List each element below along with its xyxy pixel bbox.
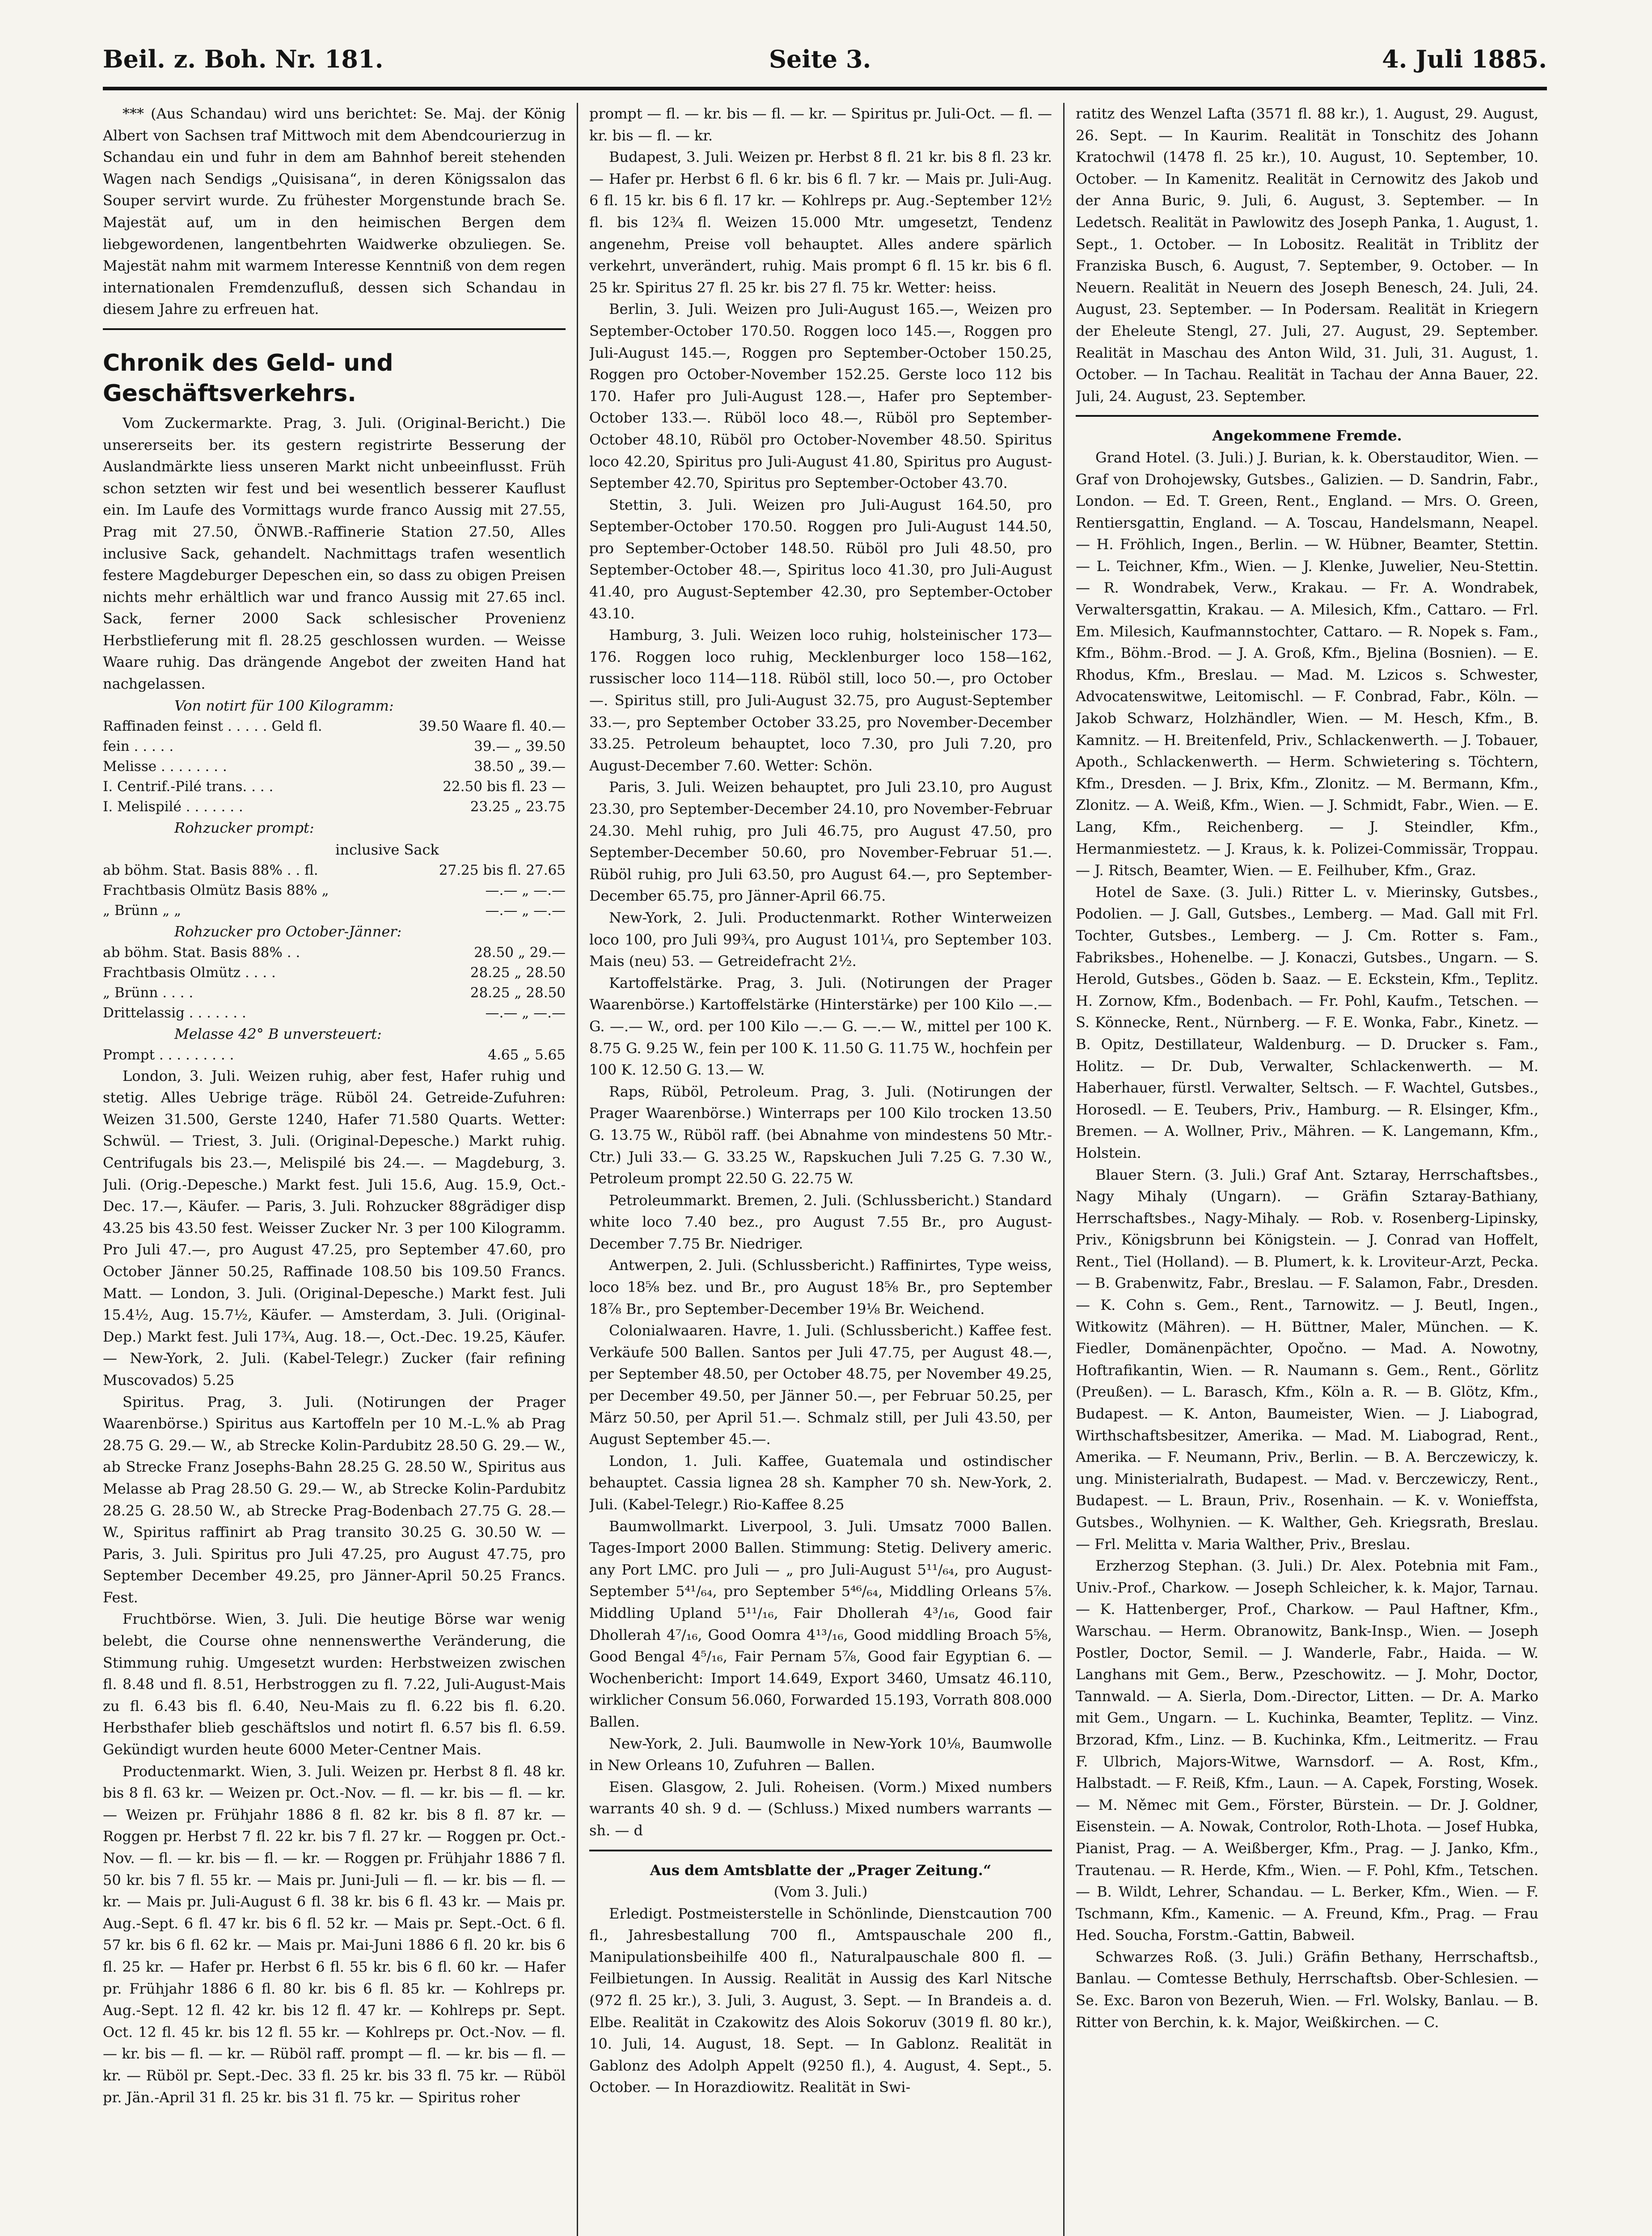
hotel-arrivals-blauer-stern: Blauer Stern. (3. Juli.) Graf Ant. Sztaray, Herrschaftsbes., Nagy Mihaly (Ungarn). — Gräfin Sztaray-Bathiany, Herrschaftsbes., Nagy-Mihaly. — Rob. v. Rosenberg-Lipinsky, Priv., Königsbrunn bei Königstein. — J. Conrad van Hoffelt, Rent., Tiel (Holland). — B. Plumert, k. k. Lroviteur-Arzt, Pecka. — B. Grabenwitz, Fabr., Breslau. — F. Salamon, Fabr., Dresden. — K. Cohn s. Gem., Rent., Tarnowitz. — J. Beutl, Ingen., Witkowitz (Mähren). — H. Büttner, Maler, München. — K. Fiedler, Domänenpächter, Opočno. — Mad. A. Nowotny, Hoftrafikantin, Wien. — R. Naumann s. Gem., Rent., Görlitz (Preußen). — L. Barasch, Kfm., Köln a. R. — B. Glötz, Kfm., Budapest. — K. Anton, Baumeister, Wien. — J. Liabograd, Wirthschaftsbesitzer, Amerika. — Mad. M. Liabograd, Rent., Amerika. — F. Neumann, Priv., Berlin. — B. A. Berczewiczy, k. ung. Ministerialrath, Budapest. — Mad. v. Berczewiczy, Rent., Budapest. — L. Braun, Priv., Rosenhain. — K. v. Wonieffsta, Gutsbes., Wolhynien. — K. Walther, Geh. Kriegsrath, Breslau. — Frl. Melitta v. Maria Walther, Priv., Breslau. [1076,1166,1538,1553]
table-row: „ Brünn „ „ —.— „ —.— [103,902,566,919]
column-3 [1076,103,1538,2236]
price-subheading: Rohzucker pro October-Jänner: [174,923,402,940]
cotton-report: Baumwollmarkt. Liverpool, 3. Juli. Umsatz 7000 Ballen. Tages-Import 2000 Ballen. Stimmung: Stetig. Delivery americ. any Port LMC. pro Juli — „ pro Juli-August 5¹¹/₆₄, pro August-September 5⁴¹/₆₄, pro September 5⁴⁶/₆₄, Middling Orleans 5⅞. Middling Upland 5¹¹/₁₆, Fair Dhollerah 4³/₁₆, Good fair Dhollerah 4⁷/₁₆, Good Oomra 4¹³/₁₆, Good middling Broach 5⅝, Good Bengal 4⁵/₁₆, Fair Pernam 5⅞, Good fair Egyptian 6. — Wochenbericht: Import 14.649, Export 3460, Umsatz 46.110, wirklicher Consum 56.060, Forwarded 15.193, Vorrath 808.000 Ballen. [589,1517,1052,1730]
table-row: ab böhm. Stat. Basis 88% . . fl. 27.25 bis fl. 27.65 [103,862,566,879]
continued-text: prompt — fl. — kr. bis — fl. — kr. — Spiritus pr. Juli-Oct. — fl. — kr. bis — fl. — kr. [589,105,1052,144]
column-2 [589,103,1052,2236]
rapeseed-report: Raps, Rüböl, Petroleum. Prag, 3. Juli. (Notirungen der Prager Waarenbörse.) Winterraps per 100 Kilo trocken 13.50 G. 13.75 W., Rüböl raff. (bei Abnahme von mindestens 50 Mtr.-Ctr.) Juli 33.— G. 33.25 W., Rapskuchen Juli 7.25 G. 7.30 W., Petroleum prompt 22.50 G. 22.75 W. [589,1083,1052,1187]
gazette-notices: Erledigt. Postmeisterstelle in Schönlinde, Dienstcaution 700 fl., Jahresbestallung 700 fl., Amtspauschale 200 fl., Manipulationsbeihilfe 400 fl., Naturalpauschale 800 fl. — Feilbietungen. In Aussig. Realität in Aussig des Karl Nitsche (972 fl. 25 kr.), 3. Juli, 3. August, 3. Sept. — In Brandeis a. d. Elbe. Realität in Czakowitz des Alois Sokoruv (3019 fl. 80 kr.), 10. Juli, 14. August, 18. Sept. — In Gablonz. Realität in Gablonz des Adolph Appelt (9250 fl.), 4. August, 4. Sept., 5. October. — In Horazdiowitz. Realität in Swi- [589,1905,1052,2096]
section-rule [589,1850,1052,1851]
hotel-arrivals-erzherzog: Erzherzog Stephan. (3. Juli.) Dr. Alex. Potebnia mit Fam., Univ.-Prof., Charkow. — Joseph Schleicher, k. k. Major, Tarnau. — K. Hattenberger, Prof., Charkow. — Paul Haftner, Kfm., Warschau. — Herm. Obranowitz, Bank-Insp., Wien. — Joseph Postler, Doctor, Semil. — J. Wanderle, Fabr., Haida. — W. Langhans mit Gem., Berw., Pzeschowitz. — J. Mohr, Doctor, Tannwald. — A. Sierla, Dom.-Director, Litten. — Dr. A. Marko mit Gem., Ungarn. — L. Kuchinka, Beamter, Teplitz. — Vinz. Brzorad, Kfm., Linz. — B. Kuchinka, Kfm., Leitmeritz. — Frau F. Ulbrich, Majors-Witwe, Warnsdorf. — A. Rost, Kfm., Halbstadt. — F. Reiß, Kfm., Laun. — A. Capek, Forsting, Wosek. — M. Němec mit Gem., Förster, Bürstein. — Dr. J. Goldner, Eisenstein. — A. Nowak, Controlor, Roth-Lhota. — Josef Hubka, Pianist, Prag. — A. Weißberger, Kfm., Prag. — J. Janko, Kfm., Trautenau. — R. Herde, Kfm., Wien. — F. Pohl, Kfm., Tetschen. — B. Wildt, Lehrer, Schandau. — L. Berker, Kfm., Wien. — F. Tschmann, Kfm., Kamenic. — A. Freund, Kfm., Prag. — Frau Hed. Soucha, Forstm.-Gattin, Babweil. [1076,1557,1538,1944]
table-row: Prompt . . . . . . . . . 4.65 „ 5.65 [103,1046,566,1063]
berlin-report: Berlin, 3. Juli. Weizen pro Juli-August 165.—, Weizen pro September-October 170.50. Roggen loco 145.—, Roggen pro Juli-August 145.—, Roggen pro September-October 150.25, Roggen pro October-November 152.25. Gerste loco 112 bis 170. Hafer pro Juli-August 128.—, Hafer pro September-October 133.—. Rüböl loco 48.—, Rüböl pro September-October 48.10, Rüböl pro October-November 48.50. Spiritus loco 42.20, Spiritus pro Juli-August 41.80, Spiritus pro August-September 42.70, Spiritus pro September-October 43.70. [589,301,1052,492]
table-row: fein . . . . . 39.— „ 39.50 [103,738,566,755]
iron-report: Eisen. Glasgow, 2. Juli. Roheisen. (Vorm.) Mixed numbers warrants 40 sh. 9 d. — (Schluss.) Mixed numbers warrants — sh. — d [589,1778,1052,1839]
antwerp-report: Antwerpen, 2. Juli. (Schlussbericht.) Raffinirtes, Type weiss, loco 18⅝ bez. und Br., pro August 18⅝ Br., pro September 18⅞ Br., pro September-December 19⅛ Br. Weichend. [589,1257,1052,1317]
section-rule [103,328,566,330]
london-coffee-report: London, 1. Juli. Kaffee, Guatemala und ostindischer behauptet. Cassia lignea 28 sh. Kampher 70 sh. New-York, 2. Juli. (Kabel-Telegr.) Rio-Kaffee 8.25 [589,1452,1052,1513]
budapest-report: Budapest, 3. Juli. Weizen pr. Herbst 8 fl. 21 kr. bis 8 fl. 23 kr. — Hafer pr. Herbst 6 fl. 6 kr. bis 6 fl. 7 kr. — Mais pr. Juli-Aug. 6 fl. 15 kr. bis 6 fl. 17 kr. — Kohlreps pr. Aug.-September 12½ fl. bis 12¾ fl. Weizen 15.000 Mtr. umgesetzt, Tendenz angenehm, Preise voll behauptet. Alles andere spärlich verkehrt, unverändert, ruhig. Mais prompt 6 fl. 15 kr. bis 6 fl. 25 kr. Spiritus 27 fl. 25 kr. bis 27 fl. 75 kr. Wetter: heiss. [589,148,1052,296]
colonial-goods-report: Colonialwaaren. Havre, 1. Juli. (Schlussbericht.) Kaffee fest. Verkäufe 500 Ballen. Santos per Juli 47.75, per August 48.—, per September 48.50, per October 48.75, per November 49.25, per December 49.50, per Jänner 50.—, per Februar 50.25, per März 50.50, per April 51.—. Schmalz still, per Juli 43.50, per August September 45.—. [589,1322,1052,1448]
column-divider [1063,103,1065,2236]
potato-starch-report: Kartoffelstärke. Prag, 3. Juli. (Notirungen der Prager Waarenbörse.) Kartoffelstärke (Hinterstärke) per 100 Kilo —.— G. —.— W., ord. per 100 Kilo —.— G. —.— W., mittel per 100 K. 8.75 G. 9.25 W., fein per 100 K. 11.50 G. 11.75 W., hochfein per 100 K. 12.50 G. 13.— W. [589,974,1052,1079]
page-number: Seite 3. [769,45,871,73]
table-row: „ Brünn . . . . 28.25 „ 28.50 [103,985,566,1001]
price-subheading: Rohzucker prompt: [174,819,314,837]
paris-report: Paris, 3. Juli. Weizen behauptet, pro Juli 23.10, pro August 23.30, pro September-December 24.10, pro November-Februar 24.30. Mehl ruhig, pro Juli 46.75, pro August 47.50, pro September-December 50.60, pro November-Februar 51.—. Rüböl ruhig, pro Juli 63.50, pro August 64.—, pro September-December 65.75, pro Jänner-April 66.75. [589,779,1052,905]
sugar-market-report: Vom Zuckermarkte. Prag, 3. Juli. (Original-Bericht.) Die unsererseits ber. its gestern registrirte Besserung der Auslandmärkte liess unseren Markt nicht unbeeinflusst. Früh schon setzten wir fest und bei wesentlich besserer Kauflust ein. Im Laufe des Vormittags wurde franco Aussig mit 27.55, Prag mit 27.50, ÖNWB.-Raffinerie Station 27.50, Alles inclusive Sack, gehandelt. Nachmittags trafen wesentlich festere Magdeburger Depeschen ein, so dass zu obigen Preisen nichts mehr erhältlich war und franco Aussig mit 27.65 incl. Sack, ferner 2000 Sack schlesischer Provenienz Herbstlieferung mit fl. 28.25 geschlossen wurden. — Weisse Waare ruhig. Das drängende Angebot der zweiten Hand hat nachgelassen. [103,414,566,693]
price-note: inclusive Sack [335,841,439,858]
column-1 [103,103,566,2236]
newyork-cotton-report: New-York, 2. Juli. Baumwolle in New-York 10⅛, Baumwolle in New Orleans 10, Zufuhren — Ballen. [589,1735,1052,1774]
table-row: Raffinaden feinst . . . . . Geld fl. 39.50 Waare fl. 40.— [103,718,566,735]
price-subheading: Melasse 42° B unversteuert: [174,1025,382,1043]
gazette-heading: Aus dem Amtsblatte der „Prager Zeitung.“ [650,1861,992,1879]
gazette-date: (Vom 3. Juli.) [773,1883,868,1901]
continued-notices: ratitz des Wenzel Lafta (3571 fl. 88 kr.), 1. August, 29. August, 26. Sept. — In Kaurim. Realität in Tonschitz des Johann Kratochwil (1478 fl. 25 kr.), 10. August, 10. September, 10. October. — In Kamenitz. Realität in Cernowitz des Jakob und der Anna Buric, 9. Juli, 6. August, 3. September. — In Ledetsch. Realität in Pawlowitz des Joseph Panka, 1. August, 1. Sept., 1. October. — In Lobositz. Realität in Triblitz der Franziska Busch, 6. August, 7. September, 9. October. — In Neuern. Realität in Neuern des Joseph Benesch, 24. Juli, 24. August, 23. September. — In Podersam. Realität in Kriegern der Eheleute Stengl, 27. Juli, 27. August, 29. September. Realität in Maschau des Anton Wild, 31. Juli, 31. August, 1. October. — In Tachau. Realität in Tachau der Anna Bauer, 22. Juli, 24. August, 23. September. [1076,105,1538,405]
petroleum-report: Petroleummarkt. Bremen, 2. Juli. (Schlussbericht.) Standard white loco 7.40 bez., pro August 7.55 Br., pro August-December 7.75 Br. Niedriger. [589,1191,1052,1252]
table-row: Frachtbasis Olmütz Basis 88% „ —.— „ —.— [103,882,566,899]
newyork-report: New-York, 2. Juli. Productenmarkt. Rother Winterweizen loco 100, pro Juli 99¾, pro August 101¼, pro September 103. Mais (neu) 53. — Getreidefracht 2½. [589,909,1052,970]
column-divider [577,103,578,2236]
header-rule [103,87,1547,90]
table-row: Frachtbasis Olmütz . . . . 28.25 „ 28.50 [103,965,566,981]
section-heading: Chronik des Geld- und Geschäftsverkehrs. [103,349,393,407]
hamburg-report: Hamburg, 3. Juli. Weizen loco ruhig, holsteinischer 173—176. Roggen loco ruhig, Mecklenburger loco 158—162, russischer loco 114—118. Rüböl still, loco 50.—, pro October —. Spiritus still, pro Juli-August 32.75, pro August-September 33.—, pro September October 33.25, pro November-December 33.25. Petroleum behauptet, loco 7.30, pro Juli 7.20, pro August-December 7.60. Wetter: Schön. [589,627,1052,774]
table-row: Melisse . . . . . . . . 38.50 „ 39.— [103,758,566,775]
arrivals-heading: Angekommene Fremde. [1212,427,1402,445]
hotel-arrivals-schwarzes-ross: Schwarzes Roß. (3. Juli.) Gräfin Bethany, Herrschaftsb., Banlau. — Comtesse Bethuly, Herrschaftsb. Ober-Schlesien. — Se. Exc. Baron von Bezeruh, Wien. — Frl. Wolsky, Banlau. — B. Ritter von Berchin, k. k. Major, Weißkirchen. — C. [1076,1948,1538,2031]
issue-date: 4. Juli 1885. [1382,45,1547,73]
sugar-price-table [103,716,566,817]
grain-exchange-report: Fruchtbörse. Wien, 3. Juli. Die heutige Börse war wenig belebt, die Course ohne nennenswerthe Veränderung, die Stimmung ruhig. Umgesetzt wurden: Herbstweizen zwischen fl. 8.48 und fl. 8.51, Herbstroggen zu fl. 7.22, Juli-August-Mais zu fl. 6.43 bis fl. 6.40, Neu-Mais zu fl. 6.22 bis fl. 6.20. Herbsthafer blieb geschäftslos und notirt fl. 6.57 bis fl. 6.59. Gekündigt wurden heute 6000 Meter-Centner Mais. [103,1610,566,1758]
raw-sugar-table [103,860,566,921]
market-reports: London, 3. Juli. Weizen ruhig, aber fest, Hafer ruhig und stetig. Alles Uebrige träge. Rüböl 24. Getreide-Zufuhren: Weizen 31.500, Gerste 1240, Hafer 71.580 Quarts. Wetter: Schwül. — Triest, 3. Juli. (Original-Depesche.) Markt ruhig. Centrifugals bis 23.—, Melispilé bis 24.—. — Magdeburg, 3. Juli. (Orig.-Depesche.) Markt fest. Juli 15.6, Aug. 15.9, Oct.-Dec. 17.—, Käufer. — Paris, 3. Juli. Rohzucker 88grädiger disp 43.25 bis 43.50 fest. Weisser Zucker Nr. 3 per 100 Kilogramm. Pro Juli 47.—, pro August 47.25, pro September 47.60, pro October Jänner 50.25, Raffinade 108.50 bis 109.50 Francs. Matt. — London, 3. Juli. (Original-Depesche.) Markt fest. Juli 15.4½, Aug. 15.7½, Käufer. — Amsterdam, 3. Juli. (Original-Dep.) Markt fest. Juli 17¾, Aug. 18.—, Oct.-Dec. 19.25, Käufer. — New-York, 2. Juli. (Kabel-Telegr.) Zucker (fair refining Muscovados) 5.25 [103,1067,566,1389]
stettin-report: Stettin, 3. Juli. Weizen pro Juli-August 164.50, pro September-October 170.50. Roggen pro Juli-August 144.50, pro September-October 148.50. Rüböl pro Juli 48.50, pro September-October 48.—, Spiritus loco 41.30, pro Juli-August 41.40, pro August-September 42.30, pro September-October 43.10. [589,496,1052,622]
hotel-arrivals-saxe: Hotel de Saxe. (3. Juli.) Ritter L. v. Mierinsky, Gutsbes., Podolien. — J. Gall, Gutsbes., Lemberg. — Mad. Gall mit Frl. Tochter, Gutsbes., Lemberg. — J. Cm. Rotter s. Fam., Fabriksbes., Hohenelbe. — J. Konaczi, Gutsbes., Ungarn. — S. Herold, Gutsbes., Göden b. Saaz. — E. Eckstein, Kfm., Teplitz. H. Zornow, Kfm., Bodenbach. — Fr. Pohl, Kaufm., Tetschen. — S. Könnecke, Rent., Nürnberg. — F. E. Wonka, Fabr., Kinetz. — B. Opitz, Destillateur, Waldenburg. — D. Drucker s. Fam., Holitz. — Dr. Dub, Verwalter, Schlackenwerth. — M. Haberhauer, fürstl. Verwalter, Seltsch. — F. Wachtel, Gutsbes., Horosedl. — E. Teubers, Priv., Hamburg. — R. Elsinger, Kfm., Bremen. — A. Wollner, Priv., Mähren. — K. Langemann, Kfm., Holstein. [1076,883,1538,1161]
hotel-arrivals-grand: Grand Hotel. (3. Juli.) J. Burian, k. k. Oberstauditor, Wien. — Graf von Drohojewsky, Gutsbes., Galizien. — D. Sandrin, Fabr., London. — Ed. T. Green, Rent., England. — Mrs. O. Green, Rentiersgattin, England. — A. Toscau, Handelsmann, Neapel. — H. Fröhlich, Ingen., Berlin. — W. Hübner, Beamter, Stettin. — L. Teichner, Kfm., Wien. — J. Klenke, Juwelier, Neu-Stettin. — R. Wondrabek, Verw., Krakau. — Fr. A. Wondrabek, Verwaltersgattin, Krakau. — A. Milesich, Kfm., Cattaro. — Frl. Em. Milesich, Kaufmannstochter, Cattaro. — R. Nopek s. Fam., Kfm., Böhm.-Brod. — J. A. Groß, Kfm., Bjelina (Bosnien). — E. Rhodus, Kfm., Breslau. — Mad. M. Lzicos s. Schwester, Advocatenswitwe, Leitomischl. — F. Conbrad, Fabr., Köln. — Jakob Schwarz, Holzhändler, Wien. — M. Hesch, Kfm., B. Kamnitz. — H. Breitenfeld, Priv., Schlackenwerth. — J. Tobauer, Apoth., Schlackenwerth. — Herm. Schwietering s. Töchtern, Kfm., Dresden. — J. Brix, Kfm., Zlonitz. — M. Bermann, Kfm., Zlonitz. — A. Weiß, Kfm., Wien. — J. Schmidt, Fabr., Wien. — E. Lang, Kfm., Reichenberg. — J. Steindler, Kfm., Hermanmiestetz. — J. Kraus, k. k. Polizei-Commissär, Troppau. — J. Ritsch, Beamter, Wien. — E. Feilhuber, Kfm., Graz. [1076,449,1538,879]
price-subheading: Von notirt für 100 Kilogramm: [174,697,394,714]
section-rule [1076,415,1538,417]
table-row: Drittelassig . . . . . . . —.— „ —.— [103,1005,566,1021]
table-row: ab böhm. Stat. Basis 88% . . 28.50 „ 29.— [103,944,566,961]
page-header [103,40,1547,79]
supplement-number: Beil. z. Boh. Nr. 181. [103,45,384,73]
raw-sugar-oct-table [103,943,566,1023]
table-row: I. Melispilé . . . . . . . 23.25 „ 23.75 [103,799,566,815]
newspaper-page [103,40,1547,2236]
spirits-report: Spiritus. Prag, 3. Juli. (Notirungen der Prager Waarenbörse.) Spiritus aus Kartoffeln per 10 M.-L.% ab Prag 28.75 G. 29.— W., ab Strecke Kolin-Pardubitz 28.50 G. 29.— W., ab Strecke Franz Josephs-Bahn 28.25 G. 28.50 W., Spiritus aus Melasse ab Prag 28.50 G. 29.— W., ab Strecke Kolin-Pardubitz 28.25 G. 28.50 W., ab Strecke Prag-Bodenbach 27.75 G. 28.— W., Spiritus raffinirt ab Prag transito 30.25 G. 30.50 W. — Paris, 3. Juli. Spiritus pro Juli 47.25, pro August 47.75, pro September December 49.25, pro Jänner-April 50.25 Francs. Fest. [103,1393,566,1606]
molasses-table [103,1045,566,1065]
table-row: I. Centrif.-Pilé trans. . . . 22.50 bis fl. 23 — [103,779,566,795]
schandau-note: *** (Aus Schandau) wird uns berichtet: Se. Maj. der König Albert von Sachsen traf Mittwoch mit dem Abendcourierzug in Schandau ein und fuhr in dem am Bahnhof bereit stehenden Wagen nach Sendigs „Quisisana“, in deren Königssalon das Souper servirt wurde. Zu frühester Morgenstunde brach Se. Majestät auf, um in den heimischen Bergen dem liebgewordenen, langentbehrten Waidwerke obzuliegen. Se. Majestät nahm mit warmem Interesse Kenntniß von dem regen internationalen Fremdenzufluß, dessen sich Schandau in diesem Jahre zu erfreuen hat. [103,105,566,318]
produce-market-report: Productenmarkt. Wien, 3. Juli. Weizen pr. Herbst 8 fl. 48 kr. bis 8 fl. 63 kr. — Weizen pr. Oct.-Nov. — fl. — kr. bis — fl. — kr. — Weizen pr. Frühjahr 1886 8 fl. 82 kr. bis 8 fl. 87 kr. — Roggen pr. Herbst 7 fl. 22 kr. bis 7 fl. 27 kr. — Roggen pr. Oct.-Nov. — fl. — kr. bis — fl. — kr. — Roggen pr. Frühjahr 1886 7 fl. 50 kr. bis 7 fl. 55 kr. — Mais pr. Juni-Juli — fl. — kr. bis — fl. — kr. — Mais pr. Juli-August 6 fl. 38 kr. bis 6 fl. 43 kr. — Mais pr. Aug.-Sept. 6 fl. 47 kr. bis 6 fl. 52 kr. — Mais pr. Sept.-Oct. 6 fl. 57 kr. bis 6 fl. 62 kr. — Mais pr. Mai-Juni 1886 6 fl. 20 kr. bis 6 fl. 25 kr. — Hafer pr. Herbst 6 fl. 55 kr. bis 6 fl. 60 kr. — Hafer pr. Frühjahr 1886 6 fl. 80 kr. bis 6 fl. 85 kr. — Kohlreps pr. Aug.-Sept. 12 fl. 42 kr. bis 12 fl. 47 kr. — Kohlreps pr. Sept. Oct. 12 fl. 45 kr. bis 12 fl. 55 kr. — Kohlreps pr. Oct.-Nov. — fl. — kr. bis — fl. — kr. — Rüböl raff. prompt — fl. — kr. bis — fl. — kr. — Rüböl pr. Sept.-Dec. 33 fl. 25 kr. bis 33 fl. 75 kr. — Rüböl pr. Jän.-April 31 fl. 25 kr. bis 31 fl. 75 kr. — Spiritus roher [103,1762,566,2106]
